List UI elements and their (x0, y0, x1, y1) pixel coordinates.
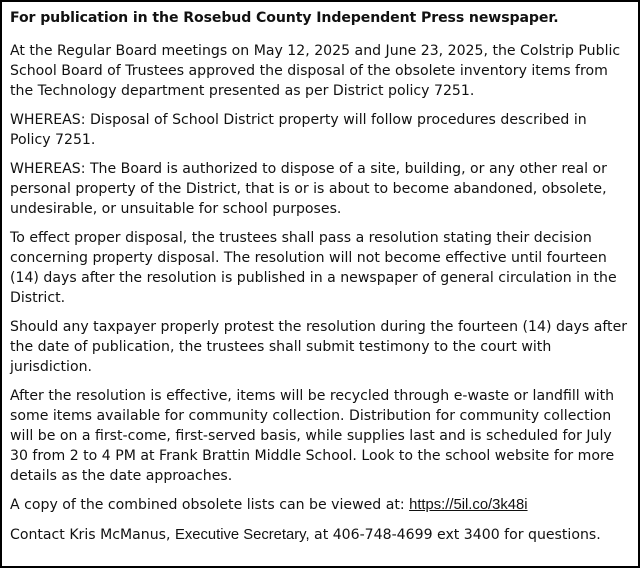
notice-heading: For publication in the Rosebud County Independent Press newspaper. (10, 10, 559, 26)
paragraph-distribution: After the resolution is effective, items will be recycled through e-waste or landfill with some items available for community collection. Distribution for community collection will be on a first-come, first-served basis, while supplies last and is scheduled for July 30 from 2 to 4 PM at Frank Brattin Middle School. Look to the school website for more details as the date approaches. (10, 388, 615, 484)
obsolete-lists-link[interactable]: https://5il.co/3k48i (409, 497, 528, 513)
paragraph-protest: Should any taxpayer properly protest the resolution during the fourteen (14) days after the date of publication, the trustees shall submit testimony to the court with jurisdiction. (10, 319, 628, 375)
contact-suffix: at 406-748-4699 ext 3400 for questions. (309, 527, 601, 543)
paragraph-contact (10, 525, 631, 545)
contact-prefix: Contact Kris McManus, (10, 527, 175, 543)
paragraph-whereas-policy: WHEREAS: Disposal of School District property will follow procedures described in Policy 7251. (10, 112, 587, 148)
contact-title: Executive Secretary, (174, 527, 310, 543)
paragraph-whereas-authority: WHEREAS: The Board is authorized to dispose of a site, building, or any other real or personal property of the District, that is or is about to become abandoned, obsolete, undesirable, or unsuitable for school purposes. (10, 161, 607, 217)
paragraph-resolution: To effect proper disposal, the trustees shall pass a resolution stating their decision concerning property disposal. The resolution will not become effective until fourteen (14) days after the resolution is published in a newspaper of general circulation in the District. (10, 230, 617, 306)
lists-prefix: A copy of the combined obsolete lists can be viewed at: (10, 497, 410, 513)
paragraph-lists (10, 495, 631, 515)
paragraph-approval: At the Regular Board meetings on May 12, 2025 and June 23, 2025, the Colstrip Public School Board of Trustees approved the disposal of the obsolete inventory items from the Technology department presented as per District policy 7251. (10, 43, 621, 99)
